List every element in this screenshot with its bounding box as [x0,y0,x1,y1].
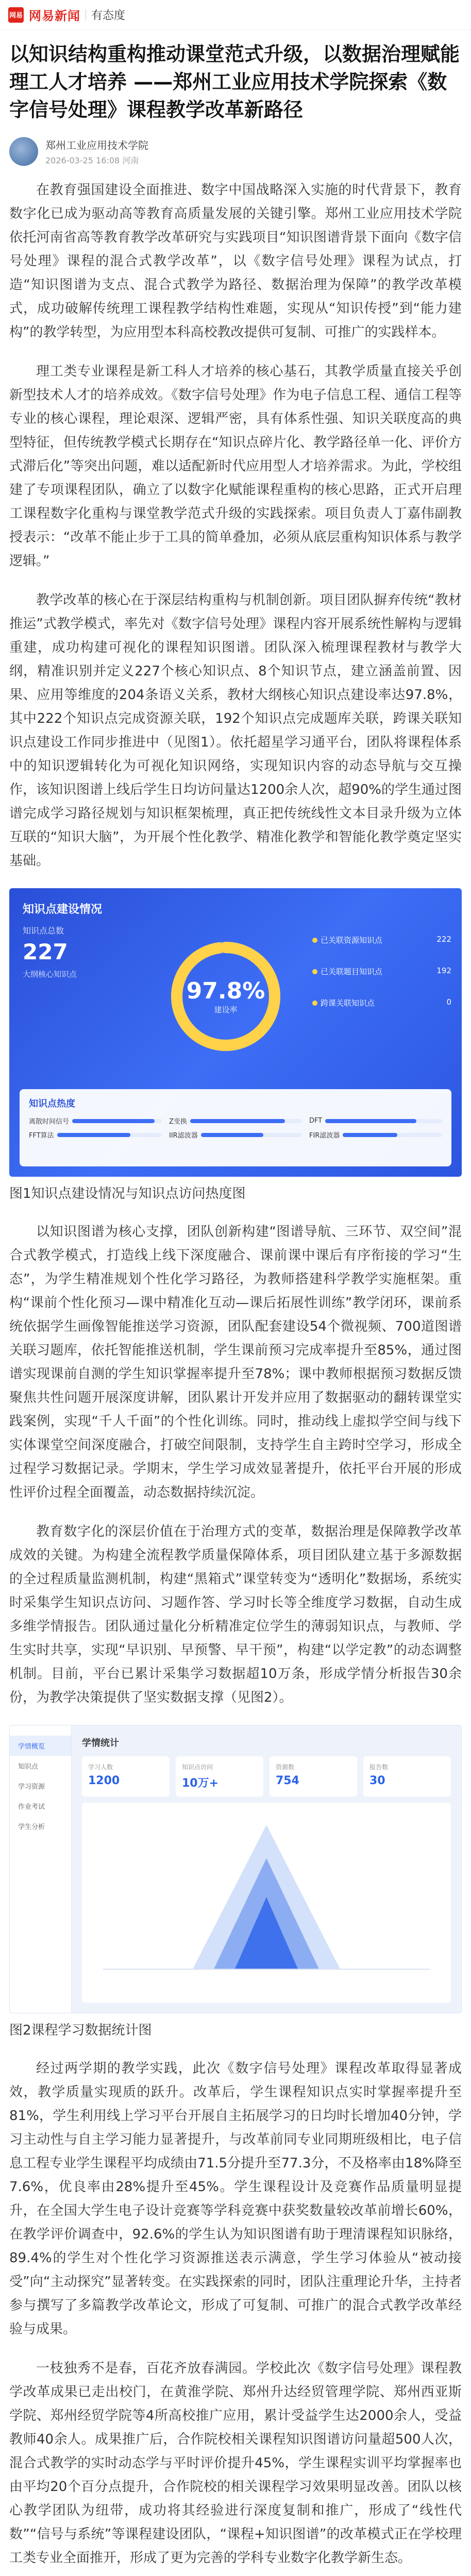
card-label: 学习人数 [88,1764,113,1771]
stat-label: 已关联题目知识点 [321,967,383,976]
heat-bar [57,1133,162,1137]
heat-item-label: IIR滤波器 [169,1132,198,1140]
figure-learning-stats[interactable] [9,1725,462,2013]
paragraph-2: 理工类专业课程是新工科人才培养的核心基石，其教学质量直接关乎创新型技术人才的培养成效。《数字信号处理》作为电子信息工程、通信工程等专业的核心课程，理论艰深、逻辑严密，具有体系性强、知识关联度高的典型特征，但传统教学模式长期存在“知识点碎片化、教学路径单一化、评价方式滞后化”等突出问题，难以适配新时代应用型人才培养需求。为此，学校组建了专项课程团队，确立了以数字化赋能课程重构的核心思路，正式开启理工课程数字化重构与课堂教学范式升级的实践探索。项目负责人丁嘉伟副教授表示：“改革不能止步于工具的简单叠加，必须从底层重构知识体系与教学逻辑。” [9,364,462,569]
figure-knowledge-points[interactable] [9,888,462,1177]
heat-item [169,1116,302,1126]
heat-bar [190,1119,302,1123]
fig2-card [82,1756,170,1797]
donut-unit: % [242,978,265,1004]
heat-bar [325,1119,442,1123]
heat-item [169,1130,302,1140]
fig1-donut [164,935,288,1058]
heat-bar [72,1119,162,1123]
fig2-nav-item[interactable]: 知识点 [18,1763,39,1771]
heat-item-label: Z变换 [169,1118,187,1126]
stat-value: 192 [436,966,451,975]
author-avatar[interactable] [9,137,38,166]
app-logo[interactable]: 网易 [8,7,24,23]
publish-time: 2026-03-25 16:08 河南 [45,156,139,165]
author-name[interactable]: 郑州工业应用技术学院 [45,139,148,151]
heat-item-label: DFT [309,1117,323,1125]
heat-item-label: 离散时间信号 [29,1118,70,1126]
heat-bar-fill [72,1119,155,1123]
fig2-card [363,1756,451,1797]
heat-item-label: FFT算法 [29,1132,54,1140]
stat-value: 0 [446,997,451,1007]
paragraph-6: 经过两学期的教学实践，此次《数字信号处理》课程改革取得显著成效，教学质量实现质的跃升。改革后，学生课程知识点实时掌握率提升至81%，学生利用线上学习平台开展自主拓展学习的日均时长增加40分钟，学习主动性与自主学习能力显著提升，与改革前同专业同期班级相比，电子信息工程专业学生课程平均成绩由71.5分提升至77.3分，不及格率由18%降至7.6%，优良率由28%提升至45%。学生课程设计及竞赛作品质量明显提升，在全国大学生电子设计竞赛等学科竞赛中获奖数量较改革前增长60%，在教学评价调查中，92.6%的学生认为知识图谱有助于理清课程知识脉络，89.4%的学生对个性化学习资源推送表示满意，学生学习体验从“被动接受”向“主动探究”显著转变。在实践探索的同时，团队注重理论升华，主持者参与撰写了多篇教学改革论文，形成了可复制、可推广的混合式教学改革经验与成果。 [9,2061,462,2337]
card-value: 1200 [88,1774,120,1787]
heat-item-label: FIR滤波器 [309,1132,340,1140]
figure-2-caption: 图2课程学习数据统计图 [9,2023,152,2038]
heat-bar-fill [57,1133,130,1137]
fig1-total [23,924,77,979]
fig2-chart-area [82,1803,451,2003]
brand-name[interactable]: 网易新闻 [29,9,80,23]
article-title: 以知识结构重构推动课堂范式升级，以数据治理赋能理工人才培养 ——郑州工业应用技术学院探索《数字信号处理》课程教学改革新路径 [9,43,460,121]
card-value: 754 [276,1774,299,1787]
fig2-card [176,1756,263,1797]
heat-item [309,1130,442,1140]
stat-label: 跨课关联知识点 [321,998,375,1008]
fig2-nav-item[interactable]: 作业考试 [18,1803,45,1811]
heat-item [309,1116,442,1126]
donut-center [164,935,288,1058]
fig1-stat-row [312,935,451,945]
fig2-sidebar [10,1725,72,2013]
fig2-cards [82,1756,451,1797]
card-value: 30 [369,1774,385,1787]
fig1-total-label: 知识点总数 [23,926,64,936]
fig1-title: 知识点建设情况 [23,903,103,916]
heat-bar [343,1133,442,1137]
card-value: 10万+ [182,1777,219,1790]
paragraph-7: 一枝独秀不是春，百花齐放春满园。学校此次《数字信号处理》课程教学改革成果已走出校门，在黄淮学院、郑州升达经贸管理学院、郑州西亚斯学院、郑州经贸学院等4所高校推广应用，累计受益学生达2000余人，受益教师40余人。成果推广后，合作院校相关课程知识图谱访问量超500人次，混合式教学的实时动态学与平时评价提升45%，学生课程实训平均掌握率也由平均20个百分点提升，合作院校的相关课程学习效果明显改善。团队以核心教学团队为纽带，成功将其经验进行深度复制和推广，形成了“线性代数”“信号与系统”等课程建设团队，“课程+知识图谱”的改革模式正在学校理工类专业全面推开，形成了更为完善的学科专业数字化教学新生态。 [9,2361,462,2566]
fig2-card [270,1756,357,1797]
heat-bar-fill [343,1133,397,1137]
paragraph-1: 在教育强国建设全面推进、数字中国战略深入实施的时代背景下，教育数字化已成为驱动高等教育高质量发展的关键引擎。郑州工业应用技术学院依托河南省高等教育教学改革研究与实践项目“知识图谱背景下面向《数字信号处理》课程的混合式教学改革”，以《数字信号处理》课程为试点，打造“知识图谱为支点、混合式教学为路径、数据治理为保障”的教学改革模式，成功破解传统理工课程教学结构性难题，实现从“知识传授”到“能力建构”的教学转型，为应用型本科高校教改提供可复制、可推广的实践样本。 [9,182,462,340]
fig2-nav-item[interactable]: 学习资源 [18,1783,45,1791]
heat-bar-fill [190,1119,285,1123]
donut-text: 建设率 [214,1005,238,1014]
fig1-stat-row [312,966,451,977]
stat-label: 已关联资源知识点 [321,936,383,945]
heat-item [29,1130,162,1140]
dot-icon [312,1001,317,1006]
fig2-heading: 学情统计 [82,1738,119,1749]
card-label: 资源数 [276,1764,295,1771]
fig2-chart-svg [82,1803,451,2003]
heat-bar-fill [325,1119,416,1123]
brand-slogan: 有态度 [91,9,126,22]
paragraph-3: 教学改革的核心在于深层结构重构与机制创新。项目团队摒弃传统“教材推运”式教学模式，率先对《数字信号处理》课程内容开展系统性解构与逻辑重建，成功构建可视化的课程知识图谱。团队深入梳理课程教材与教学大纲，精准识别并定义227个核心知识点、8个知识节点，建立涵盖前置、因果、应用等维度的204条语义关系，教材大纲核心知识点建设率达97.8%，其中222个知识点完成资源关联，192个知识点完成题库关联，跨课关联知识点建设工作同步推进中（见图1）。依托超星学习通平台，团队将课程体系中的知识逻辑转化为可视化知识网络，实现知识内容的动态导航与交互操作，该知识图谱上线后学生日均访问量达1200余人次，超90%的学生通过图谱完成学习路径规划与知识框架梳理，真正把传统线性文本目录升级为立体互联的“知识大脑”，为开展个性化教学、精准化教学和智能化教学奠定坚实基础。 [9,592,462,869]
card-label: 报告数 [369,1764,389,1771]
heat-item [29,1116,162,1126]
fig1-stats [312,935,451,1029]
fig1-stat-row [312,997,451,1008]
fig1-total-sub: 大纲核心知识点 [23,970,77,979]
author-block [0,128,471,178]
dot-icon [312,969,317,974]
heat-grid [29,1116,442,1140]
fig1-total-value: 227 [23,939,68,964]
stat-value: 222 [436,935,451,944]
paragraph-5: 教育数字化的深层价值在于治理方式的变革，数据治理是保障教学改革成效的关键。为构建全流程教学质量保障体系，项目团队建立基于多源数据的全过程质量监测机制，构建“黑箱式”课堂转变为“透明化”数据场，系统实时采集学生知识点访问、习题作答、学习时长等全维度学习数据，自动生成多维学情报告。团队通过量化分析精准定位学生的薄弱知识点，与教师、学生实时共享，实现“早识别、早预警、早干预”，构建“以学定教”的动态调整机制。目前，平台已累计采集学习数据超10万条，形成学情分析报告30余份，为教学决策提供了坚实数据支撑（见图2）。 [9,1524,462,1705]
heat-panel-title: 知识点热度 [29,1098,75,1109]
donut-value: 97.8 [186,978,243,1004]
heat-bar [201,1133,302,1137]
fig2-nav-item[interactable]: 学情概览 [10,1736,71,1756]
fig2-nav-item[interactable]: 学生分析 [18,1823,45,1831]
paragraph-4: 以知识图谱为核心支撑，团队创新构建“图谱导航、三环节、双空间”混合式教学模式，打造线上线下深度融合、课前课中课后有序衔接的学习“生态”，为学生精准规划个性化学习路径，为教师搭建科学教学实施框架。重构“课前个性化预习—课中精准化互动—课后拓展性训练”教学闭环，课前系统依据学生画像智能推送学习资源，团队配套建设54个微视频、700道图谱关联习题库，依托智能推送机制，学生课前预习完成率提升至85%，通过图谱实现课前自测的学生知识掌握率提升至78%；课中教师根据预习数据反馈聚焦共性问题开展深度讲解，团队累计开发并应用了数据驱动的翻转课堂实践案例，实现“千人千面”的个性化训练。同时，推动线上虚拟学空间与线下实体课堂空间深度融合，打破空间限制，支持学生自主跨时空学习，形成全过程学习数据记录。学期末，学生学习成效显著提升，依托平台开展的形成性评价过程全面覆盖，动态数据持续沉淀。 [9,1224,462,1500]
top-bar [0,0,471,30]
dot-icon [312,938,317,943]
fig1-heat-panel [20,1089,451,1166]
heat-bar-fill [201,1133,264,1137]
card-label: 知识点访问 [182,1764,213,1771]
figure-1-caption: 图1知识点建设情况与知识点访问热度图 [9,1186,246,1201]
